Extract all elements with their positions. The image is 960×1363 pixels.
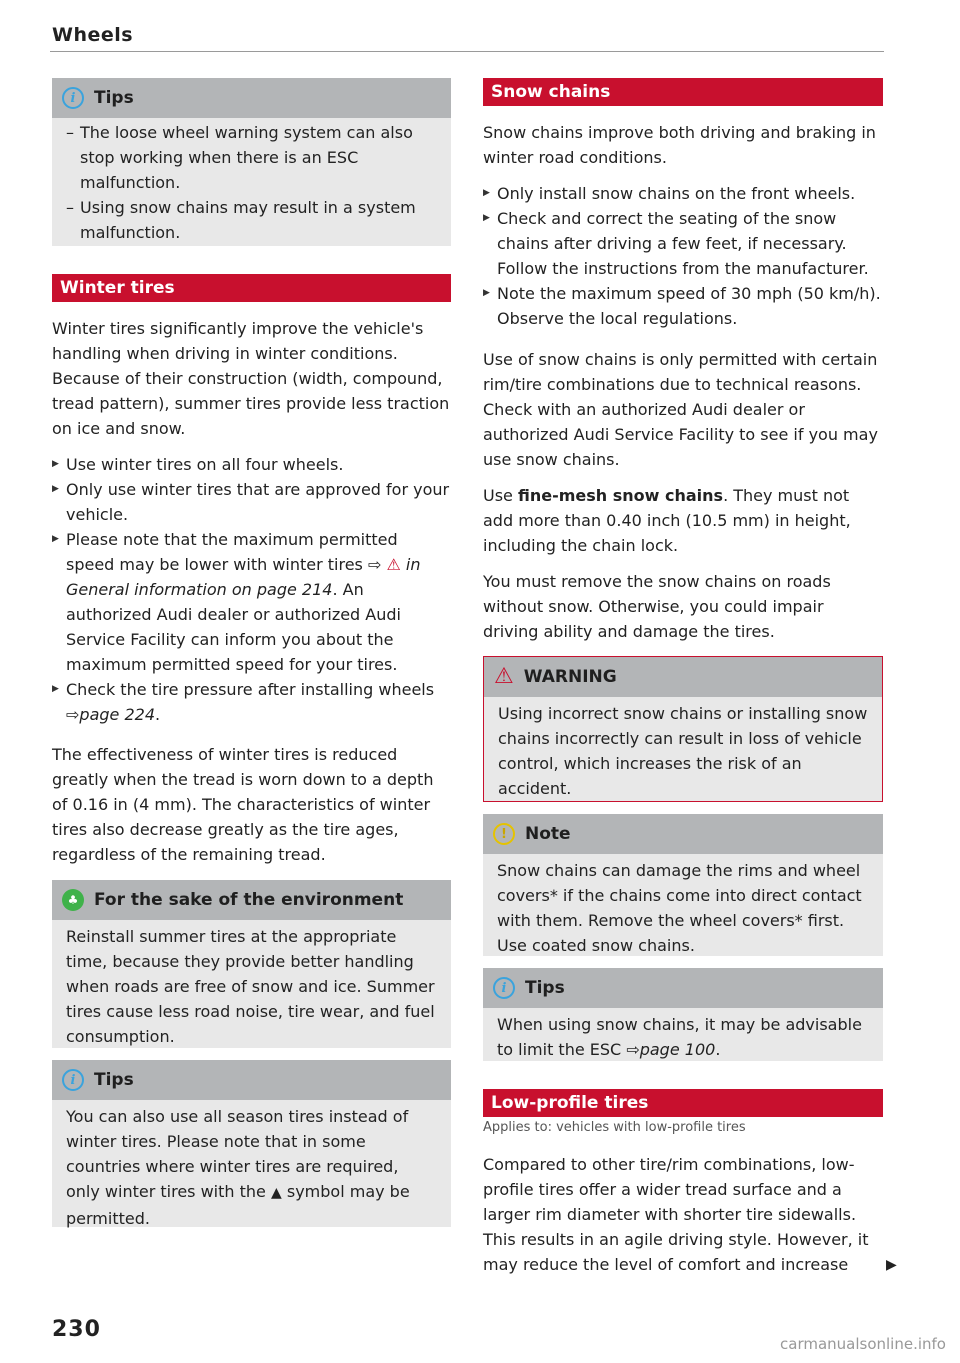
note-box-header xyxy=(483,814,883,854)
list-item: ▶ Only use winter tires that are approved for your vehicle. xyxy=(52,477,451,527)
snowflake-mountain-icon: ▲ xyxy=(270,1185,282,1201)
cross-reference-link[interactable]: in General information on page 214 xyxy=(66,555,421,599)
info-icon: i xyxy=(493,977,515,999)
tips-box-header xyxy=(52,78,451,118)
note-title: Note xyxy=(525,824,571,844)
tips-box-header xyxy=(483,968,883,1008)
warning-title: WARNING xyxy=(523,667,617,687)
warning-text: Using incorrect snow chains or installing snow chains incorrectly can result in loss of vehicle control, which increases the risk of an accident. xyxy=(498,704,868,798)
page-number: 230 xyxy=(52,1317,101,1342)
tips-box-all-season xyxy=(52,1060,451,1227)
tips-title: Tips xyxy=(94,88,134,108)
snow-permitted: Use of snow chains is only permitted with certain rim/tire combinations due to technical reasons. Check with an authorized Audi dealer or authorized Audi Service Facility to see if you may use snow chains. xyxy=(483,350,878,469)
tips-box-body xyxy=(52,1100,451,1237)
header-rule xyxy=(50,51,884,52)
section-heading-low-profile-tires: Low-profile tires xyxy=(483,1089,883,1117)
note-box xyxy=(483,814,883,956)
tips-box-body xyxy=(483,1008,883,1068)
environment-text: Reinstall summer tires at the appropriate time, because they provide better handling when roads are free of snow and ice. Summer tires cause less road noise, tire wear, and fuel consumption. xyxy=(66,927,435,1046)
tips-title: Tips xyxy=(94,1070,134,1090)
arrow-ref-icon: ⇨ xyxy=(626,1040,640,1059)
tips-text: You can also use all season tires instead of winter tires. Please note that in some countries where winter tires are required, only winter tires with the xyxy=(66,1107,409,1201)
bullet-text: . xyxy=(155,705,161,724)
winter-bullets xyxy=(52,452,451,727)
tips-box-body xyxy=(52,118,451,251)
watermark-text: carmanualsonline.info xyxy=(780,1335,946,1353)
warning-triangle-icon: ⚠ xyxy=(494,664,514,689)
environment-box-body xyxy=(52,920,451,1055)
tips-text: When using snow chains, it may be advisable to limit the ESC xyxy=(497,1015,862,1059)
list-item: ▶ Check and correct the seating of the snow chains after driving a few feet, if necessary. Follow the instructions from the manufacturer. xyxy=(483,206,883,281)
warning-box xyxy=(483,656,883,802)
info-icon: i xyxy=(62,1069,84,1091)
snow-fine-mesh xyxy=(483,483,883,558)
environment-icon: ♣ xyxy=(62,889,84,911)
cross-reference-link[interactable]: page 100 xyxy=(639,1040,716,1059)
info-icon: i xyxy=(62,87,84,109)
tips-box-loose-wheel xyxy=(52,78,451,246)
winter-intro: Winter tires significantly improve the vehicle's handling when driving in winter conditions. Because of their construction (width, compound, tread pattern), summer tires provide less traction on ice and snow. xyxy=(52,319,450,438)
list-item: ▶ Use winter tires on all four wheels. xyxy=(52,452,451,477)
para-bold-text: fine-mesh snow chains xyxy=(517,486,724,505)
bullet-text: Please note that the maximum permitted speed may be lower with winter tires xyxy=(66,530,398,574)
snow-remove: You must remove the snow chains on roads without snow. Otherwise, you could impair driving ability and damage the tires. xyxy=(483,572,831,641)
arrow-ref-icon: ⇨ xyxy=(367,555,382,574)
note-icon: ! xyxy=(493,823,515,845)
low-profile-text: Compared to other tire/rim combinations, low-profile tires offer a wider tread surface and a larger rim diameter with shorter tire sidewalls. This results in an agile driving style. However, it may reduce the level of comfort and increase xyxy=(483,1155,869,1274)
list-item xyxy=(52,677,451,727)
para-text: Use xyxy=(483,486,513,505)
snow-intro: Snow chains improve both driving and braking in winter road conditions. xyxy=(483,123,876,167)
bullet-text: . An authorized Audi dealer or authorized Audi Service Facility can inform you about the maximum permitted speed for your tires. xyxy=(66,580,401,674)
tips-title: Tips xyxy=(525,978,565,998)
list-item: ▶ Note the maximum speed of 30 mph (50 km/h). Observe the local regulations. xyxy=(483,281,883,331)
snow-bullets xyxy=(483,181,883,331)
warning-box-header xyxy=(484,657,882,697)
note-text: Snow chains can damage the rims and wheel covers* if the chains come into direct contact with them. Remove the wheel covers* first. Use coated snow chains. xyxy=(497,861,862,955)
cross-reference-link[interactable]: page 224 xyxy=(79,705,155,724)
warning-box-body xyxy=(484,697,882,807)
winter-effectiveness: The effectiveness of winter tires is reduced greatly when the tread is worn down to a depth of 0.16 in (4 mm). The characteristics of winter tires also decrease greatly as the tire ages, regardless of the remaining tread. xyxy=(52,745,434,864)
tip-item: – The loose wheel warning system can also stop working when there is an ESC malfunction. xyxy=(66,120,437,195)
bullet-text: Check the tire pressure after installing wheels xyxy=(66,680,435,699)
tips-box-esc xyxy=(483,968,883,1061)
page-header-title: Wheels xyxy=(52,24,134,46)
environment-box xyxy=(52,880,451,1048)
arrow-ref-icon: ⇨ xyxy=(66,705,80,724)
warning-triangle-icon: ⚠ xyxy=(386,555,401,574)
continue-arrow-icon: ▶ xyxy=(886,1257,897,1273)
para-text: . They must not add more than 0.40 inch (10.5 mm) in height, including the chain lock. xyxy=(483,486,851,555)
tips-text: symbol may be permitted. xyxy=(66,1182,410,1228)
section-heading-snow-chains: Snow chains xyxy=(483,78,883,106)
environment-title: For the sake of the environment xyxy=(94,890,404,910)
tip-item: – Using snow chains may result in a system malfunction. xyxy=(66,195,437,245)
applies-to-note: Applies to: vehicles with low-profile tires xyxy=(483,1120,746,1135)
tips-text: . xyxy=(715,1040,721,1059)
note-box-body xyxy=(483,854,883,964)
list-item: ▶ Only install snow chains on the front wheels. xyxy=(483,181,883,206)
section-heading-winter-tires: Winter tires xyxy=(52,274,451,302)
environment-box-header xyxy=(52,880,451,920)
tips-box-header xyxy=(52,1060,451,1100)
list-item xyxy=(52,527,451,677)
